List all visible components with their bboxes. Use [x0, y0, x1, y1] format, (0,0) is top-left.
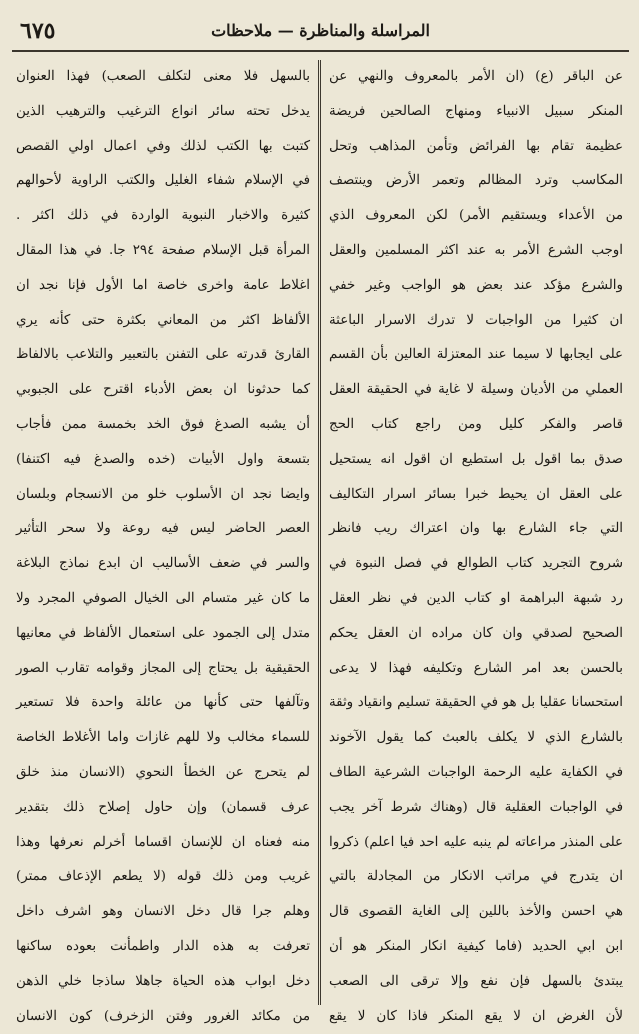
- text-line: القارئ قدرته على التفنن بالتعبير والتلاعب بالالفاظ: [16, 347, 310, 363]
- text-line: المرأة قبل الإسلام صفحة ٢٩٤ جا. في هذا المقال: [16, 242, 310, 258]
- text-line: من مكائد الغرور وفتن الزخرف) كون الانسان: [16, 1008, 310, 1024]
- text-line: لم يتحرج عن الخطأ النحوي (الانسان منذ خلق: [16, 764, 310, 780]
- text-line: على ايجابها لا سيما عند المعتزلة العالين بأن القسم: [329, 347, 623, 363]
- text-line: بتسعة واول الأبيات (خده والصدغ فيه اكتنفا): [16, 451, 310, 467]
- text-line: يدخل تحته سائر انواع الترغيب والترهيب الذين: [16, 103, 310, 119]
- text-line: من الأعداء ويستقيم الأمر) لكن المعروف الذي: [329, 208, 623, 224]
- column-divider: [318, 60, 321, 1005]
- right-column: [325, 60, 627, 1024]
- text-line: كما حدثونا ان بعض الأدباء اقترح على الجبوبي: [16, 382, 310, 398]
- text-line: العصر الحاضر ليس فيه روعة ولا سحر التأثير: [16, 521, 310, 537]
- text-line: تعرفت به هذه الدار واطمأنت بعوده ساكنها: [16, 938, 310, 954]
- page-header: [12, 14, 629, 52]
- text-line: وهلم جرا قال دخل الانسان وهو اشرف داخل: [16, 904, 310, 920]
- text-line: عظيمة تقام بها الفرائض وتأمن المذاهب وتحل: [329, 138, 623, 154]
- text-line: المنكر سبيل الانبياء ومنهاج الصالحين فريضة: [329, 103, 623, 119]
- text-line: وتآلفها حتى كأنها من عائلة واحدة فلا تستعير: [16, 695, 310, 711]
- text-line: العملي من الأديان وسيلة لا غاية في الحقيقة العقل: [329, 382, 623, 398]
- text-line: للسماء مخالب ولا للهم غازات واما الأغلاط الخاصة: [16, 730, 310, 746]
- text-line: في الكفاية عليه الرحمة الواجبات الشرعية الطاف: [329, 764, 623, 780]
- text-line: استحسانا عقليا بل هو في الحقيقة تسليم وانقياد وثقة: [329, 695, 623, 711]
- text-line: الألفاظ اكثر من المعاني بكثرة حتى كأنه يري: [16, 312, 310, 328]
- text-line: منه فعناه ان للإنسان اقساما أخرلم نعرفها وهذا: [16, 834, 310, 850]
- text-line: ان يتدرج في مراتب الانكار من المجادلة بالتي: [329, 869, 623, 885]
- text-line: غريب ومن ذلك قوله (لا يطعم الإذعاف ممتر): [16, 869, 310, 885]
- text-line: ان كثيرا من الواجبات لا تدرك الاسرار الباعثة: [329, 312, 623, 328]
- text-line: والشرع مؤكد عند بعض هو الواجب وغير خفي: [329, 277, 623, 293]
- text-line: الصحيح لصدقي وان كان مراده ان العقل يحكم: [329, 625, 623, 641]
- text-line: أن يشبه الصدغ فوق الخد بخمسة ممن فأجاب: [16, 416, 310, 432]
- text-columns: [12, 60, 627, 1024]
- running-title: المراسلة والمناظرة — ملاحظات: [211, 21, 430, 40]
- text-line: يبتدئ بالسهل فإن نفع وإلا ترقى الى الصعب: [329, 973, 623, 989]
- text-line: رد شبهة البراهمة او كتاب الدين في نظر العقل: [329, 590, 623, 606]
- text-line: والسر في ضعف الأساليب ان ابدع نماذج البلاغة: [16, 556, 310, 572]
- page-number: ٦٧٥: [20, 18, 56, 44]
- text-line: وايضا نجد ان الأسلوب خلو من الانسجام وبلسان: [16, 486, 310, 502]
- text-line: قاصر والفكر كليل ومن راجع كتاب الحج: [329, 416, 623, 432]
- text-line: ابن ابي الحديد (فاما كيفية انكار المنكر هو أن: [329, 938, 623, 954]
- text-line: شروح التجريد كتاب الطوالع في فصل النبوة في: [329, 556, 623, 572]
- text-line: اغلاط عامة واخرى خاصة اما الأول فإنا نجد ان: [16, 277, 310, 293]
- text-line: في الإسلام شفاء الغليل والكتب الراوية لأحوالهم: [16, 173, 310, 189]
- text-line: صدق بما اقول بل استطيع ان اقول انه يستحيل: [329, 451, 623, 467]
- text-line: عن الباقر (ع) (ان الأمر بالمعروف والنهي عن: [329, 69, 623, 84]
- text-line: بالحسن بعد امر الشارع وتكليفه فهذا لا يدعى: [329, 660, 623, 676]
- text-line: دخل ابواب هذه الحياة جاهلا ساذجا خلي الذهن: [16, 973, 310, 989]
- text-line: الحقيقية بل يحتاج إلى المجاز وقوامه تقارب الصور: [16, 660, 310, 676]
- text-line: لأن الغرض ان لا يقع المنكر فاذا كان لا يقع: [329, 1008, 623, 1024]
- text-line: في الواجبات العقلية قال (وهناك شرط آخر يجب: [329, 799, 623, 815]
- text-line: متدل إلى الجمود على استعمال الألفاظ في معانيها: [16, 625, 310, 641]
- text-line: على المنذر مراعاته لم ينبه عليه احد فيا اعلم) ذكروا: [329, 834, 623, 850]
- text-line: كتبت بها الكتب لذلك وفي اعمال اولي القصص: [16, 138, 310, 154]
- text-line: ما كان غير متسام الى الخيال الصوفي المجرد ولا: [16, 590, 310, 606]
- text-line: بالسهل فلا معنى لتكلف الصعب) فهذا العنوان: [16, 69, 310, 84]
- text-line: عرف قسمان) وإن حاول إصلاح ذلك بتقدير: [16, 799, 310, 815]
- text-line: التي جاء الشارع بها وان اعتراك ريب فانظر: [329, 521, 623, 537]
- left-column: [12, 60, 314, 1024]
- text-line: اوجب الشرع الأمر به عند اكثر المسلمين والعقل: [329, 242, 623, 258]
- text-line: كثيرة والاخبار النبوية الواردة في ذلك اكثر .: [16, 208, 310, 224]
- text-line: على العقل ان يحيط خبرا بسائر اسرار التكاليف: [329, 486, 623, 502]
- text-line: المكاسب وترد المظالم وتعمر الأرض وينتصف: [329, 173, 623, 189]
- text-line: هي احسن والأخذ باللين إلى الغاية القصوى قال: [329, 904, 623, 920]
- text-line: بالشارع الذي لا يكلف بالعبث كما يقول الآخوند: [329, 730, 623, 746]
